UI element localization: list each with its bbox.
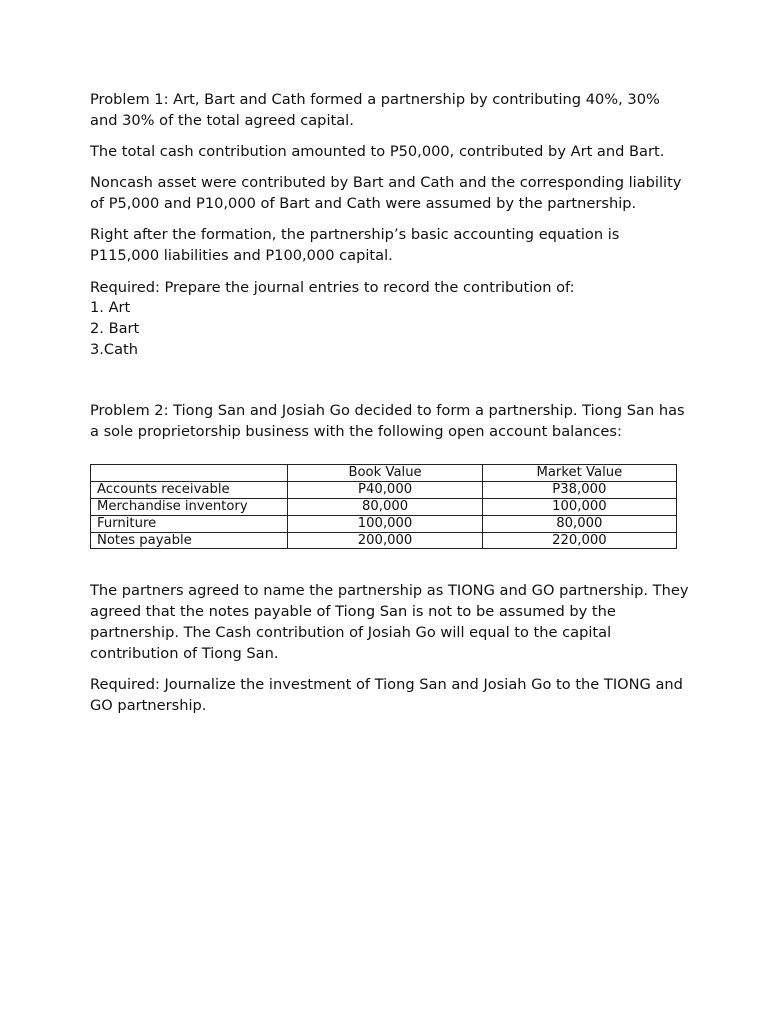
table-spacer xyxy=(90,549,690,581)
table-cell: Merchandise inventory xyxy=(91,498,288,515)
problem-2-intro: Problem 2: Tiong San and Josiah Go decided to form a partnership. Tiong San has a sole proprietorship business with the following open account balances: xyxy=(90,401,685,440)
document-page xyxy=(90,90,690,727)
table-cell: 100,000 xyxy=(288,515,482,532)
problem-2-agreement: The partners agreed to name the partnership as TIONG and GO partnership. They agreed that the notes payable of Tiong San is not to be assumed by the partnership. The Cash contribution of Josiah Go will equal to the capital contribution of Tiong San. xyxy=(90,582,689,662)
table-cell: P40,000 xyxy=(288,482,482,499)
problem-1-cash-contribution: The total cash contribution amounted to P50,000, contributed by Art and Bart. xyxy=(90,143,665,161)
table-cell: 100,000 xyxy=(482,498,676,515)
problem-1-required: Required: Prepare the journal entries to record the contribution of: xyxy=(90,278,575,296)
section-spacer xyxy=(90,361,690,401)
problem-1-required-list xyxy=(90,298,690,360)
table-row xyxy=(91,515,677,532)
table-header-cell: Market Value xyxy=(482,465,676,482)
table-cell: P38,000 xyxy=(482,482,676,499)
table-cell: Accounts receivable xyxy=(91,482,288,499)
list-item: 1. Art xyxy=(90,299,131,317)
problem-2-required: Required: Journalize the investment of Tiong San and Josiah Go to the TIONG and GO partnership. xyxy=(90,676,683,714)
table-cell: 80,000 xyxy=(288,498,482,515)
table-cell: Furniture xyxy=(91,515,288,532)
list-item: 3.Cath xyxy=(90,340,139,358)
problem-1-accounting-equation: Right after the formation, the partnership’s basic accounting equation is P115,000 liabilities and P100,000 capital. xyxy=(90,226,620,265)
problem-1 xyxy=(90,90,690,361)
table-cell: 220,000 xyxy=(482,532,676,549)
table-header-cell: Book Value xyxy=(288,465,482,482)
problem-1-noncash-assets: Noncash asset were contributed by Bart and Cath and the corresponding liability of P5,000 and P10,000 of Bart and Cath were assumed by the partnership. xyxy=(90,174,682,213)
table-row xyxy=(91,498,677,515)
account-balances-table xyxy=(90,464,677,549)
table-spacer xyxy=(90,442,690,464)
table-cell: 80,000 xyxy=(482,515,676,532)
table-cell: 200,000 xyxy=(288,532,482,549)
table-cell: Notes payable xyxy=(91,532,288,549)
table-row xyxy=(91,532,677,549)
table-header-row xyxy=(91,465,677,482)
table-header-cell xyxy=(91,465,288,482)
table-row xyxy=(91,482,677,499)
list-item: 2. Bart xyxy=(90,320,140,338)
problem-2 xyxy=(90,401,690,717)
problem-1-intro: Problem 1: Art, Bart and Cath formed a partnership by contributing 40%, 30% and 30% of the total agreed capital. xyxy=(90,91,660,129)
